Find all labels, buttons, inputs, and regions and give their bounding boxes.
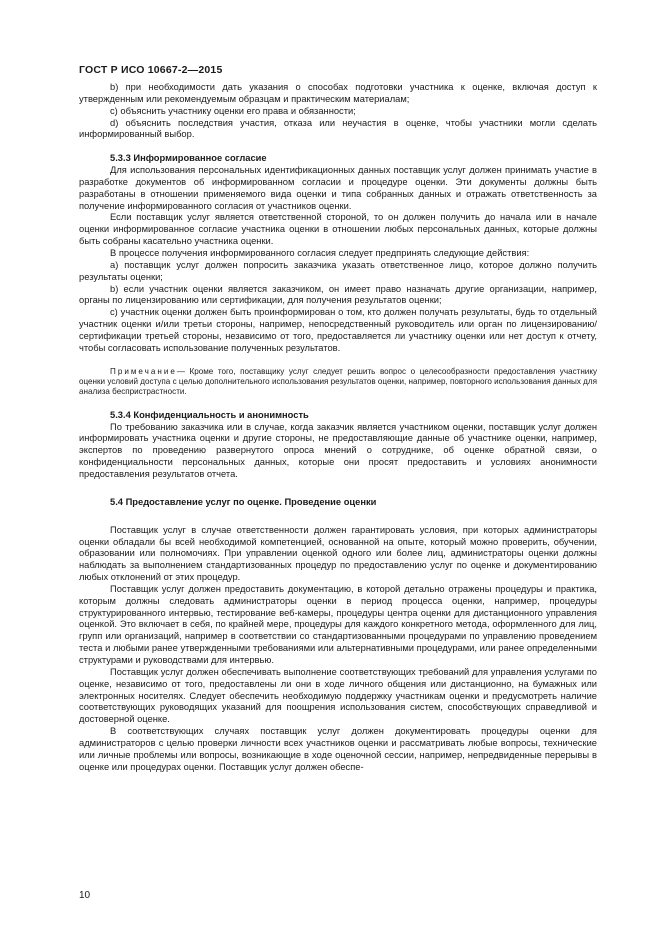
paragraph: Поставщик услуг в случае ответственности должен гарантировать условия, при которых администраторы оценки обладали бы всей необходимой компетенцией, основанной на опыте, который можно проверить, обучении, образовании или полномочиях. При управлении оценкой одного или более лиц, администраторы оценки должны наблюдать за выполнением стандартизованных процедур по предоставлению услуг по оценке и документированию любых отклонений от этих процедур. bbox=[79, 524, 597, 583]
list-item-b: b) при необходимости дать указания о способах подготовки участника к оценке, включая доступ к утвержденным или рекомендуемым образцам и практическим материалам; bbox=[79, 82, 597, 104]
list-item-c: c) объяснить участнику оценки его права и обязанности; bbox=[110, 105, 356, 116]
section-heading-5-3-4: 5.3.4 Конфиденциальность и анонимность bbox=[110, 409, 309, 420]
document-header: ГОСТ Р ИСО 10667-2—2015 bbox=[79, 64, 223, 76]
list-item-a: a) поставщик услуг должен попросить заказчика указать ответственное лицо, которое должно получить результаты оценки; bbox=[79, 259, 597, 282]
paragraph: Поставщик услуг должен обеспечивать выполнение соответствующих требований для управления услугами по оценке, независимо от того, предоставлены ли они в ходе личного общения или дистанционно, на бумажных или электронных носителях. Следует обеспечить необходимую поддержку участникам оценки и предусмотреть наличие соответствующих руководящих указаний для поощрения использования систем, способствующих справедливой и достоверной оценке. bbox=[79, 666, 597, 725]
paragraph: Поставщик услуг должен предоставить документацию, в которой детально отражены процедуры и практика, которым должны следовать администраторы оценки в период процесса оценки, например, процедуры структурированного интервью, тестирование веб-камеры, процедуры центра оценки для дистанционного управления оценкой. Это включает в себя, по крайней мере, процедуры для каждого конкретного метода, оформленного для лиц, групп или организаций, например в соответствии со стандартизованными процедурами по управлению проведением теста и любыми ранее утвержденными требованиями или альтернативными процедурами, или ранее определенными структурами и руководствами для интервью. bbox=[79, 583, 597, 665]
section-heading-5-3-3: 5.3.3 Информированное согласие bbox=[110, 153, 267, 164]
list-item-d: d) объяснить последствия участия, отказа или неучастия в оценке, чтобы участники могли сделать информированный выбор. bbox=[79, 117, 597, 140]
list-item-b: b) если участник оценки является заказчиком, он имеет право назначать другие организации, например, органы по лицензированию или сертификации, для получения результатов оценки; bbox=[79, 283, 597, 306]
paragraph: По требованию заказчика или в случае, когда заказчик является участником оценки, поставщик услуг должен информировать участника оценки и другие стороны, не предоставляющие данные об участнике оценки, например, экспертов по проведению развернутого опроса мнений о сотруднике, об оценке обратной связи, о конфиденциальности персональных данных, которые они просят предоставить и условиях анонимности предоставления результатов отчета. bbox=[79, 421, 597, 479]
note-label: Примечание bbox=[110, 366, 177, 376]
paragraph: Если поставщик услуг является ответственной стороной, то он должен получить до начала или в начале оценки информированное согласие участника оценки в отношении любых персональных данных, которые должны быть собраны касательно участника оценки. bbox=[79, 212, 597, 247]
page-number: 10 bbox=[79, 890, 91, 901]
note bbox=[79, 367, 597, 398]
section-heading-5-4: 5.4 Предоставление услуг по оценке. Проведение оценки bbox=[110, 496, 377, 507]
list-item-c: c) участник оценки должен быть проинформирован о том, кто должен получать результаты, будь то отдельный участник оценки и/или третьи стороны, например, непосредственный руководитель или орган по лицензированию/сертификации третьей стороны, независимо от того, предоставляется ли участнику оценки или нет доступ к отчету, чтобы согласовать использование полученных результатов. bbox=[79, 307, 597, 353]
paragraph: В соответствующих случаях поставщик услуг должен документировать процедуры оценки для администраторов с целью проверки личности всех участников оценки и рассматривать любые вопросы, технические или личные проблемы или вопросы, возникающие в ходе оценочной сессии, например, непредвиденные перерывы в оценке или процедурах оценки. Поставщик услуг должен обеспе- bbox=[79, 726, 597, 772]
paragraph: В процессе получения информированного согласия следует предпринять следующие действия: bbox=[110, 247, 530, 258]
document-body bbox=[79, 82, 597, 773]
paragraph: Для использования персональных идентификационных данных поставщик услуг должен принимать участие в разработке документов об информированном согласии и процедуре оценки. Эти документы должны быть разработаны в отношении применяемого вида оценки и типа собранных данных и отражать ответственность за получение информированного согласия от участников оценки. bbox=[79, 165, 597, 211]
note-text: — Кроме того, поставщику услуг следует решить вопрос о целесообразности предоставления участнику оценки условий доступа с целью дополнительного использования результатов оценки, например, повторного использования данных для анализа беспристрастности. bbox=[79, 366, 597, 397]
